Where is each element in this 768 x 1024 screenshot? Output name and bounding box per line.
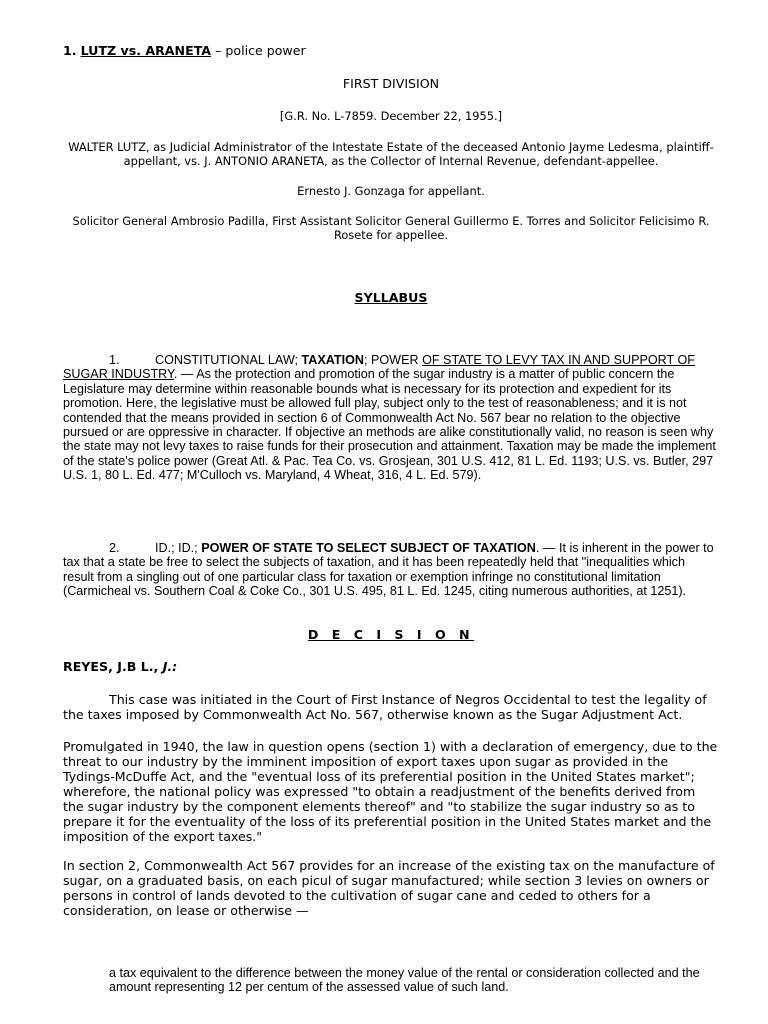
ponente-name: REYES, J.B L.,: [63, 659, 163, 674]
syllabus-item: [63, 541, 717, 599]
case-topic: – police power: [211, 43, 306, 58]
decision-paragraph: Promulgated in 1940, the law in question opens (section 1) with a declaration of emergency, due to the threat to our industry by the imminent imposition of export taxes upon sugar as provided in the Tydings-McDuffe Act, and the "eventual loss of its preferential position in the United States market"; wherefore, the national policy was expressed "to obtain a readjustment of the benefits derived from the sugar industry by the component elements thereof" and "to stabilize the sugar industry so as to prepare it for the eventuality of the loss of its preferential position in the United States market and the imposition of the export taxes.": [63, 739, 718, 844]
decision-paragraph: In section 2, Commonwealth Act 567 provides for an increase of the existing tax on the manufacture of sugar, on a graduated basis, on each picul of sugar manufactured; while section 3 levies on owners or persons in control of lands devoted to the cultivation of sugar cane and ceded to others for a consideration, on lease or otherwise —: [63, 858, 715, 918]
syllabus-item-number: 1.: [109, 353, 120, 367]
ponente: [63, 660, 177, 674]
syllabus-item-lead: ID.; ID.;: [155, 541, 202, 555]
division-heading: FIRST DIVISION: [342, 76, 440, 91]
case-title: [63, 44, 306, 58]
gr-number: [G.R. No. L-7859. December 22, 1955.]: [279, 109, 503, 123]
counsel-appellee: Solicitor General Ambrosio Padilla, First Assistant Solicitor General Guillermo E. Torres and Solicitor Felicisimo R. Rosete for appellee.: [72, 214, 710, 242]
paragraph-text: This case was initiated in the Court of First Instance of Negros Occidental to test the legality of the taxes imposed by Commonwealth Act No. 567, otherwise known as the Sugar Adjustment Act.: [63, 692, 707, 722]
counsel-appellant: Ernesto J. Gonzaga for appellant.: [297, 184, 485, 198]
syllabus-item-bold: TAXATION: [301, 353, 364, 367]
parties-caption: WALTER LUTZ, as Judicial Administrator of the Intestate Estate of the deceased Antonio Jayme Ledesma, plaintiff-appellant, vs. J. ANTONIO ARANETA, as the Collector of Internal Revenue, defendant-appellee.: [68, 140, 714, 168]
syllabus-item-text: . — It is inherent in the power to tax that a state be free to select the subjects of taxation, and it has been repeatedly held that "inequalities which result from a singling out of one particular class for taxation or exemption infringe no constitutional limitation (Carmicheal vs. Southern Coal & Coke Co., 301 U.S. 495, 81 L. Ed. 1245, citing numerous authorities, at 1251).: [63, 541, 714, 599]
block-quote: a tax equivalent to the difference between the money value of the rental or consideration collected and the amount representing 12 per centum of the assessed value of such land.: [109, 966, 700, 995]
syllabus-heading: SYLLABUS: [354, 290, 428, 305]
syllabus-item-number: 2.: [109, 541, 120, 555]
syllabus-item: [63, 353, 717, 483]
syllabus-item-text: . — As the protection and promotion of the sugar industry is a matter of public concern the Legislature may determine within reasonable bounds what is necessary for its protection and expedient for its promotion. Here, the legislative must be allowed full play, subject only to the test of reasonableness; and it is not contended that the means provided in section 6 of Commonwealth Act No. 567 bear no relation to the objective pursued or are oppressive in character. If objective an methods are alike constitutionally valid, no reason is seen why the state may not levy taxes to raise funds for their prosecution and attainment. Taxation may be made the implement of the state's police power (Great Atl. & Pac. Tea Co. vs. Grosjean, 301 U.S. 412, 81 L. Ed. 1193; U.S. vs. Butler, 297 U.S. 1, 80 L. Ed. 477; M'Culloch vs. Maryland, 4 Wheat, 316, 4 L. Ed. 579).: [63, 367, 716, 483]
syllabus-item-lead: CONSTITUTIONAL LAW;: [155, 353, 302, 367]
decision-paragraph: [63, 692, 719, 722]
syllabus-item-mid: ; POWER: [363, 353, 423, 367]
case-parties: LUTZ vs. ARANETA: [80, 43, 212, 58]
ponente-suffix: J.:: [162, 659, 178, 674]
syllabus-item-underlined: OF STATE TO LEVY TAX IN AND SUPPORT OF SUGAR INDUSTRY: [63, 353, 695, 382]
decision-heading: D E C I S I O N: [307, 627, 475, 642]
case-number: 1.: [63, 43, 77, 58]
syllabus-item-bold: POWER OF STATE TO SELECT SUBJECT OF TAXATION: [201, 541, 536, 555]
